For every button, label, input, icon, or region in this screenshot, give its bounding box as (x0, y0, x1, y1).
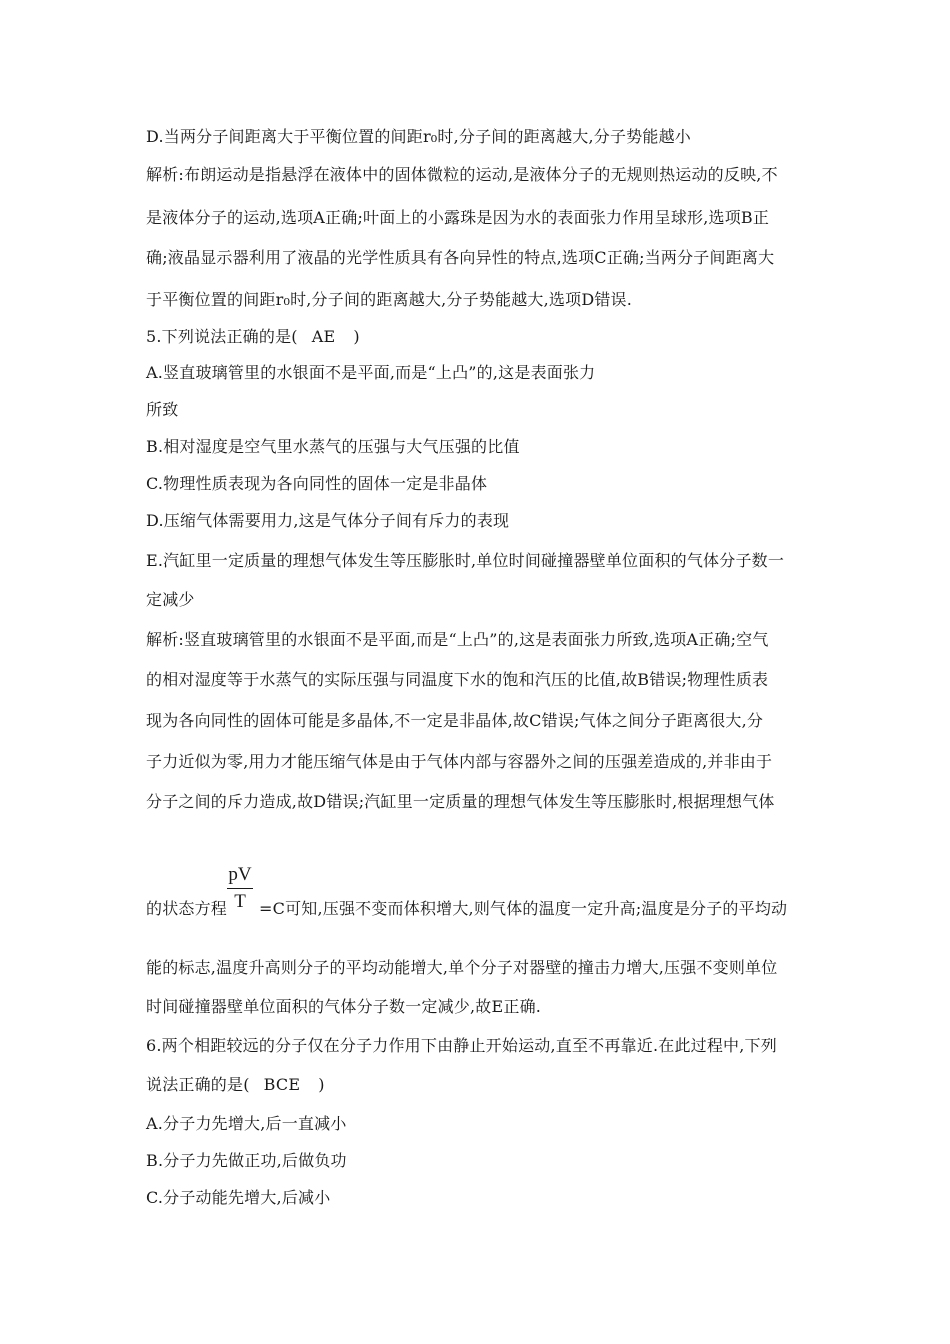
option-b-line: B.相对湿度是空气里水蒸气的压强与大气压强的比值 (146, 437, 520, 456)
question-6-answer: BCE (263, 1075, 301, 1094)
formula-after: =C可知,压强不变而体积增大,则气体的温度一定升高;温度是分子的平均动 (259, 899, 788, 918)
analysis-line: 于平衡位置的间距r₀时,分子间的距离越大,分子势能越大,选项D错误. (146, 290, 633, 309)
formula-line (146, 899, 787, 919)
option-c-line: C.分子动能先增大,后减小 (146, 1188, 331, 1207)
analysis-line: 能的标志,温度升高则分子的平均动能增大,单个分子对器壁的撞击力增大,压强不变则单位 (146, 958, 778, 977)
option-d-line: D.压缩气体需要用力,这是气体分子间有斥力的表现 (146, 511, 510, 530)
analysis-line: 解析:竖直玻璃管里的水银面不是平面,而是“上凸”的,这是表面张力所致,选项A正确;空气 (146, 630, 769, 649)
formula-denominator: T (234, 891, 246, 912)
question-5-suffix: ) (353, 327, 360, 346)
option-c-line: C.物理性质表现为各向同性的固体一定是非晶体 (146, 474, 488, 493)
analysis-line: 的相对湿度等于水蒸气的实际压强与同温度下水的饱和汽压的比值,故B错误;物理性质表 (146, 670, 769, 689)
option-e-line: E.汽缸里一定质量的理想气体发生等压膨胀时,单位时间碰撞器壁单位面积的气体分子数一 (146, 551, 785, 570)
analysis-line: 分子之间的斥力造成,故D错误;汽缸里一定质量的理想气体发生等压膨胀时,根据理想气体 (146, 792, 775, 811)
question-6-line: 6.两个相距较远的分子仅在分子力作用下由静止开始运动,直至不再靠近.在此过程中,下列 (146, 1036, 777, 1055)
option-a-line: A.竖直玻璃管里的水银面不是平面,而是“上凸”的,这是表面张力 (146, 363, 596, 382)
analysis-line: 子力近似为零,用力才能压缩气体是由于气体内部与容器外之间的压强差造成的,并非由于 (146, 752, 773, 771)
question-5 (146, 327, 360, 347)
question-6-suffix: ) (318, 1075, 325, 1094)
formula-numerator: pV (228, 864, 252, 885)
question-5-answer: AE (311, 327, 336, 346)
analysis-line: 现为各向同性的固体可能是多晶体,不一定是非晶体,故C错误;气体之间分子距离很大,分 (146, 711, 764, 730)
analysis-line: 是液体分子的运动,选项A正确;叶面上的小露珠是因为水的表面张力作用呈球形,选项B正 (146, 208, 770, 227)
question-6-prefix: 说法正确的是( (146, 1075, 250, 1094)
analysis-line: 时间碰撞器壁单位面积的气体分子数一定减少,故E正确. (146, 997, 542, 1016)
formula-before: 的状态方程 (146, 899, 228, 918)
option-e-line-cont: 定减少 (146, 590, 195, 609)
option-b-line: B.分子力先做正功,后做负功 (146, 1151, 347, 1170)
option-a-line: A.分子力先增大,后一直减小 (146, 1114, 347, 1133)
question-6 (146, 1075, 325, 1095)
analysis-line: 解析:布朗运动是指悬浮在液体中的固体微粒的运动,是液体分子的无规则热运动的反映,不 (146, 165, 778, 184)
analysis-line: 确;液晶显示器利用了液晶的光学性质具有各向异性的特点,选项C正确;当两分子间距离大 (146, 248, 775, 267)
question-5-prefix: 5.下列说法正确的是( (146, 327, 298, 346)
option-d-line: D.当两分子间距离大于平衡位置的间距r₀时,分子间的距离越大,分子势能越小 (146, 127, 691, 146)
option-a-line-cont: 所致 (146, 400, 179, 419)
